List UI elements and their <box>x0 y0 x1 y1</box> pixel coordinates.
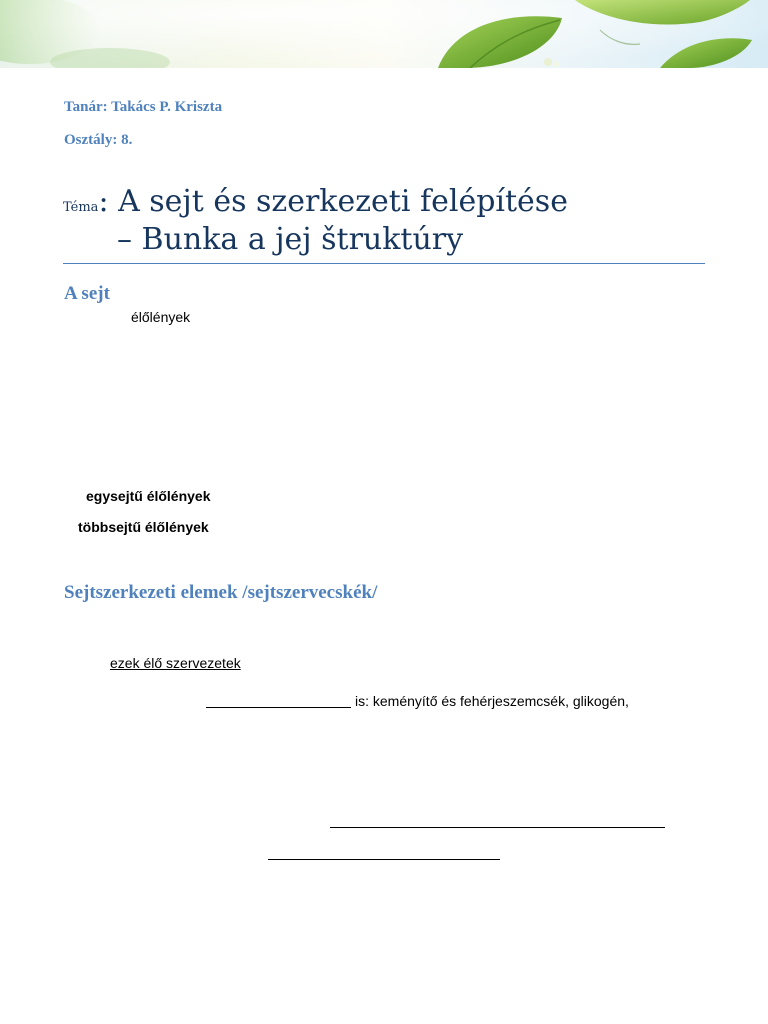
heading-a-sejt: A sejt <box>64 283 110 304</box>
fill-in-blank-line <box>206 707 351 708</box>
title-line-2: – Bunka a jej štruktúry <box>117 222 464 257</box>
text-tobbsejtu: többsejtű élőlények <box>78 519 209 535</box>
leaves-banner <box>0 0 768 68</box>
class-label: Osztály: 8. <box>64 132 133 148</box>
text-egysejtu: egysejtű élőlények <box>86 488 211 504</box>
title-line-1: : A sejt és szerkezeti felépítése <box>98 184 568 219</box>
heading-sejtszerkezeti-elemek: Sejtszerkezeti elemek /sejtszervecskék/ <box>64 582 378 603</box>
title-underline-rule <box>63 263 705 264</box>
text-elolenyek: élőlények <box>131 309 191 325</box>
fill-in-blank-line <box>268 859 500 860</box>
teacher-name: Tanár: Takács P. Kriszta <box>64 99 223 115</box>
text-kemenyito: is: keményítő és fehérjeszemcsék, glikogén, <box>355 693 629 709</box>
fill-in-blank-line <box>330 827 665 828</box>
tema-label: Téma <box>63 200 99 215</box>
page-title <box>63 184 568 257</box>
green-leaves-banner <box>0 0 768 68</box>
text-elo-szervezetek: ezek élő szervezetek <box>110 655 241 671</box>
